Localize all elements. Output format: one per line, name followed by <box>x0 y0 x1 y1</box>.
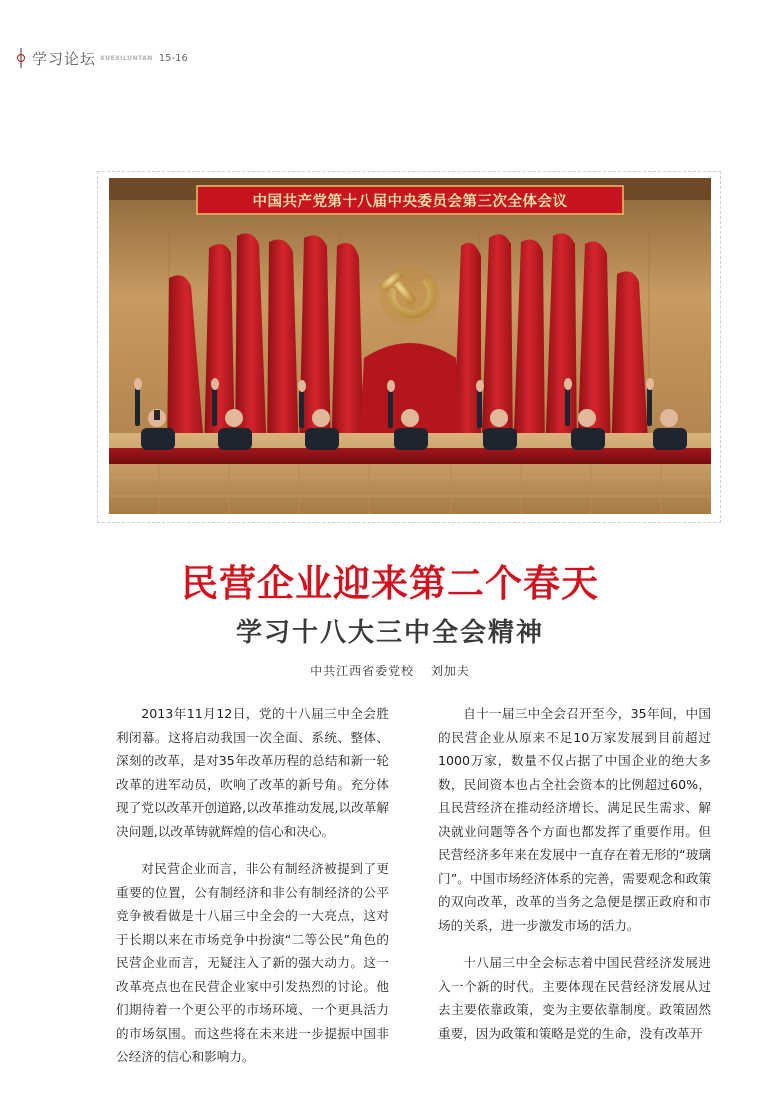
plenary-session-photo <box>109 178 711 514</box>
running-header <box>16 46 188 70</box>
section-title: 学习论坛 <box>32 49 97 68</box>
author-name: 刘加夫 <box>430 664 470 678</box>
paragraph: 自十一届三中全会召开至今，35年间，中国的民营企业从原来不足10万家发展到目前超过1000万家，数量不仅占据了中国企业的绝大多数，民间资本也占全社会资本的比例超过60%，且民营经济在推动经济增长、满足民生需求、解决就业问题等各个方面也都发挥了重要作用。但民营经济多年来在发展中一直存在着无形的“玻璃门”。中国市场经济体系的完善，需要观念和政策的双向改革，改革的当务之急便是摆正政府和市场的关系，进一步激发市场的活力。 <box>438 706 711 933</box>
right-column <box>438 702 711 1059</box>
photo-illustration <box>109 178 711 514</box>
author-affiliation: 中共江西省委党校 <box>310 664 415 678</box>
banner-text: 中国共产党第十八届中央委员会第三次全体会议 <box>252 193 568 210</box>
paragraph: 十八届三中全会标志着中国民营经济发展进入一个新的时代。主要体现在民营经济发展从过去主要依靠政策，变为主要依靠制度。政策固然重要，因为政策和策略是党的生命，没有改革开 <box>438 955 711 1041</box>
article-subtitle: 学习十八大三中全会精神 <box>235 618 544 648</box>
party-emblem <box>380 266 440 326</box>
paragraph: 2013年11月12日，党的十八届三中全会胜利闭幕。这将启动我国一次全面、系统、整体、深刻的改革，是对35年改革历程的总结和新一轮改革的进军动员，吹响了改革的新号角。充分体现了党以改革开创道路,以改革推动发展,以改革解决问题,以改革铸就辉煌的信心和决心。 <box>116 706 389 839</box>
byline <box>0 662 780 679</box>
page-numbers: 15-16 <box>158 52 188 64</box>
left-column <box>116 702 389 1083</box>
section-marker-icon <box>16 48 26 68</box>
article-title: 民营企业迎来第二个春天 <box>181 561 599 605</box>
presidium-table <box>109 448 711 464</box>
paragraph: 对民营企业而言，非公有制经济被提到了更重要的位置，公有制经济和非公有制经济的公平竞争被看做是十八届三中全会的一大亮点，这对于长期以来在市场竞争中扮演“二等公民”角色的民营企业而言，无疑注入了新的强大动力。这一改革亮点也在民营企业家中引发热烈的讨论。他们期待着一个更公平的市场环境、一个更具活力的市场氛围。而这些将在未来进一步提振中国非公经济的信心和影响力。 <box>116 861 389 1064</box>
section-title-latin: XUEXILUNTAN <box>100 54 153 62</box>
